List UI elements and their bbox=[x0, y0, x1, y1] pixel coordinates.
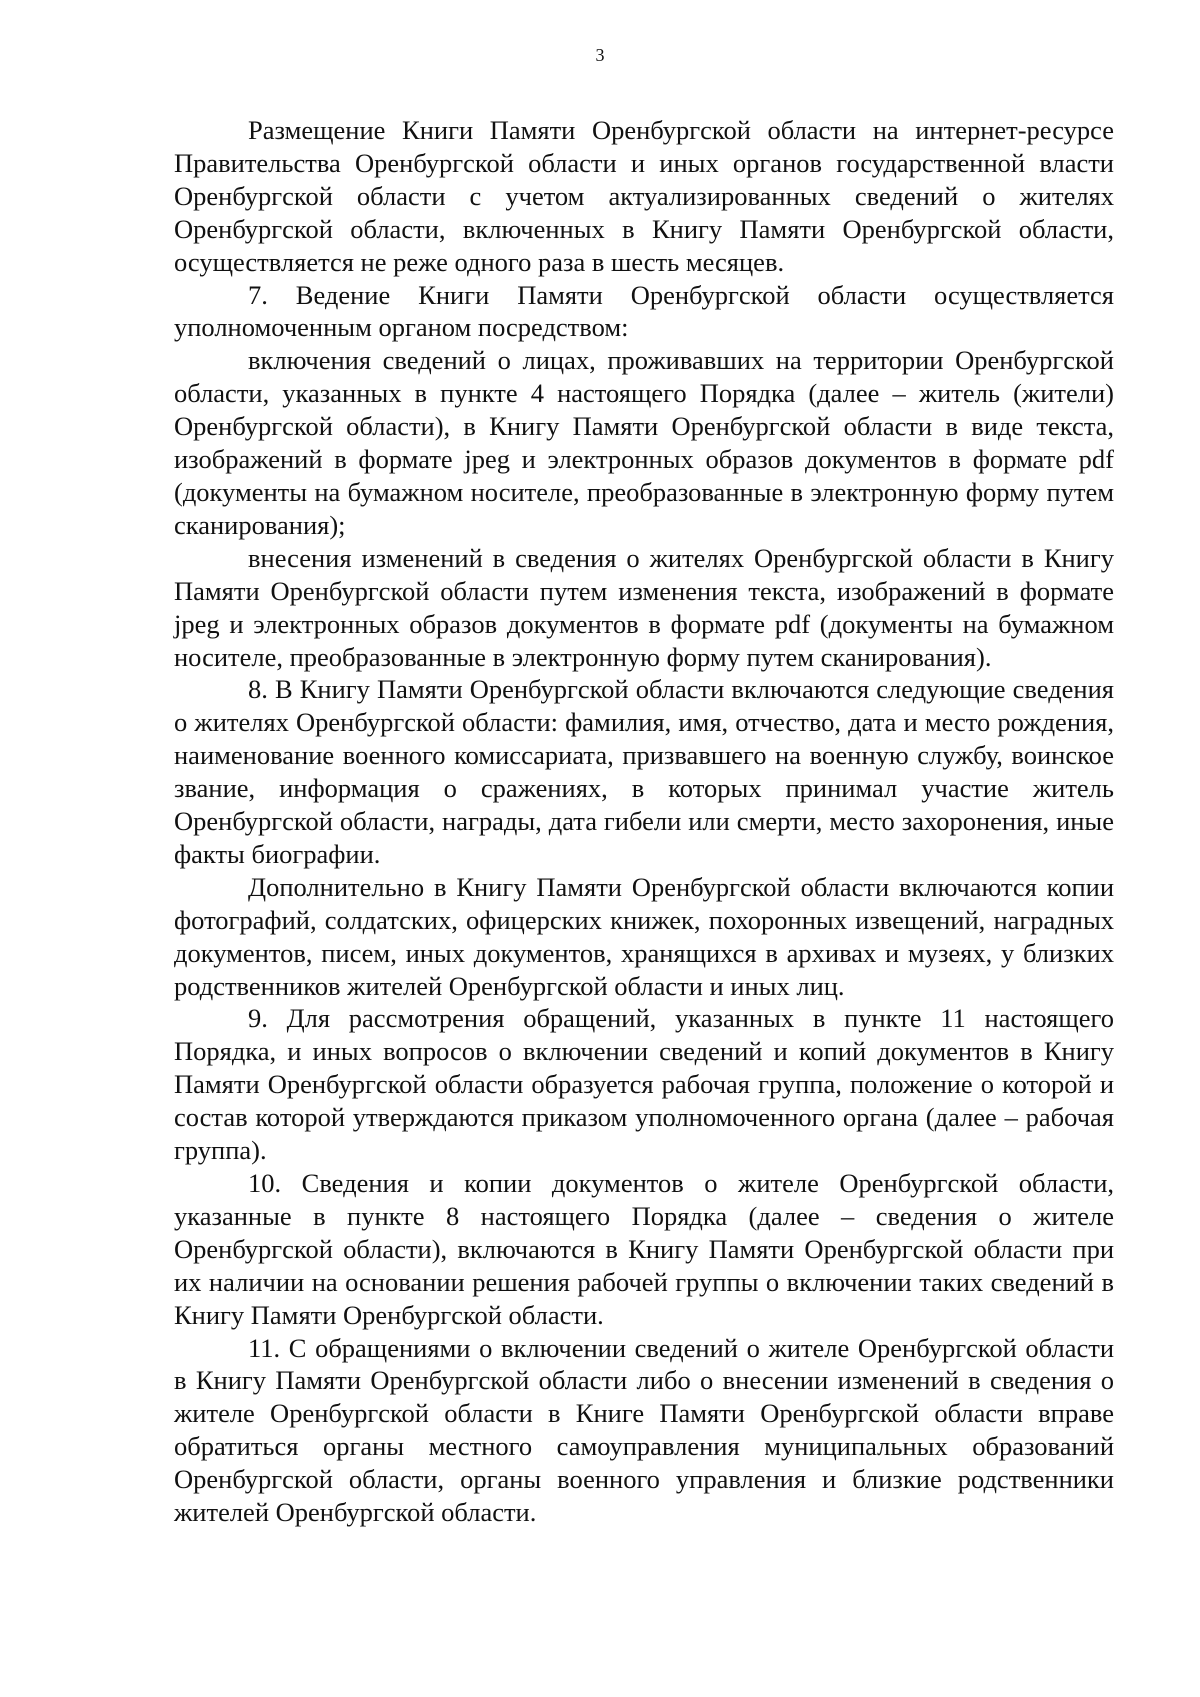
paragraph-item-7-inclusion: включения сведений о лицах, проживавших на территории Оренбургской области, указанных в пункте 4 настоящего Порядка (далее – житель (жители) Оренбургской области), в Книгу Памяти Оренбургской области в виде текста, изображений в формате jpeg и электронных образов документов в формате pdf (документы на бумажном носителе, преобразованные в электронную форму путем сканирования); bbox=[174, 345, 1114, 540]
paragraph-item-7: 7. Ведение Книги Памяти Оренбургской области осуществляется уполномоченным органом посредством: bbox=[174, 279, 1114, 343]
paragraph-placement-frequency: Размещение Книги Памяти Оренбургской области на интернет-ресурсе Правительства Оренбургской области и иных органов государственной власти Оренбургской области с учетом актуализированных сведений о жителях Оренбургской области, включенных в Книгу Памяти Оренбургской области, осуществляется не реже одного раза в шесть месяцев. bbox=[174, 115, 1114, 277]
paragraph-item-9: 9. Для рассмотрения обращений, указанных в пункте 11 настоящего Порядка, и иных вопросов о включении сведений и копий документов в Книгу Памяти Оренбургской области образуется рабочая группа, положение о которой и состав которой утверждаются приказом уполномоченного органа (далее – рабочая группа). bbox=[174, 1003, 1114, 1166]
paragraph-item-8: 8. В Книгу Памяти Оренбургской области включаются следующие сведения о жителях Оренбургской области: фамилия, имя, отчество, дата и место рождения, наименование военного комиссариата, призвавшего на военную службу, воинское звание, информация о сражениях, в которых принимал участие житель Оренбургской области, награды, дата гибели или смерти, место захоронения, иные факты биографии. bbox=[174, 674, 1114, 869]
document-body bbox=[174, 114, 1114, 1529]
page-number: 3 bbox=[595, 45, 605, 65]
paragraph-item-7-changes: внесения изменений в сведения о жителях Оренбургской области в Книгу Памяти Оренбургской области путем изменения текста, изображений в формате jpeg и электронных образов документов в формате pdf (документы на бумажном носителе, преобразованные в электронную форму путем сканирования). bbox=[174, 542, 1114, 672]
paragraph-item-11: 11. С обращениями о включении сведений о жителе Оренбургской области в Книгу Памяти Оренбургской области либо о внесении изменений в сведения о жителе Оренбургской области в Книге Памяти Оренбургской области вправе обратиться органы местного самоуправления муниципальных образований Оренбургской области, органы военного управления и близкие родственники жителей Оренбургской области. bbox=[174, 1332, 1114, 1528]
paragraph-item-8-additional: Дополнительно в Книгу Памяти Оренбургской области включаются копии фотографий, солдатских, офицерских книжек, похоронных извещений, наградных документов, писем, иных документов, хранящихся в архивах и музеях, у близких родственников жителей Оренбургской области и иных лиц. bbox=[174, 871, 1114, 1001]
paragraph-item-10: 10. Сведения и копии документов о жителе Оренбургской области, указанные в пункте 8 настоящего Порядка (далее – сведения о жителе Оренбургской области), включаются в Книгу Памяти Оренбургской области при их наличии на основании решения рабочей группы о включении таких сведений в Книгу Памяти Оренбургской области. bbox=[174, 1168, 1114, 1330]
